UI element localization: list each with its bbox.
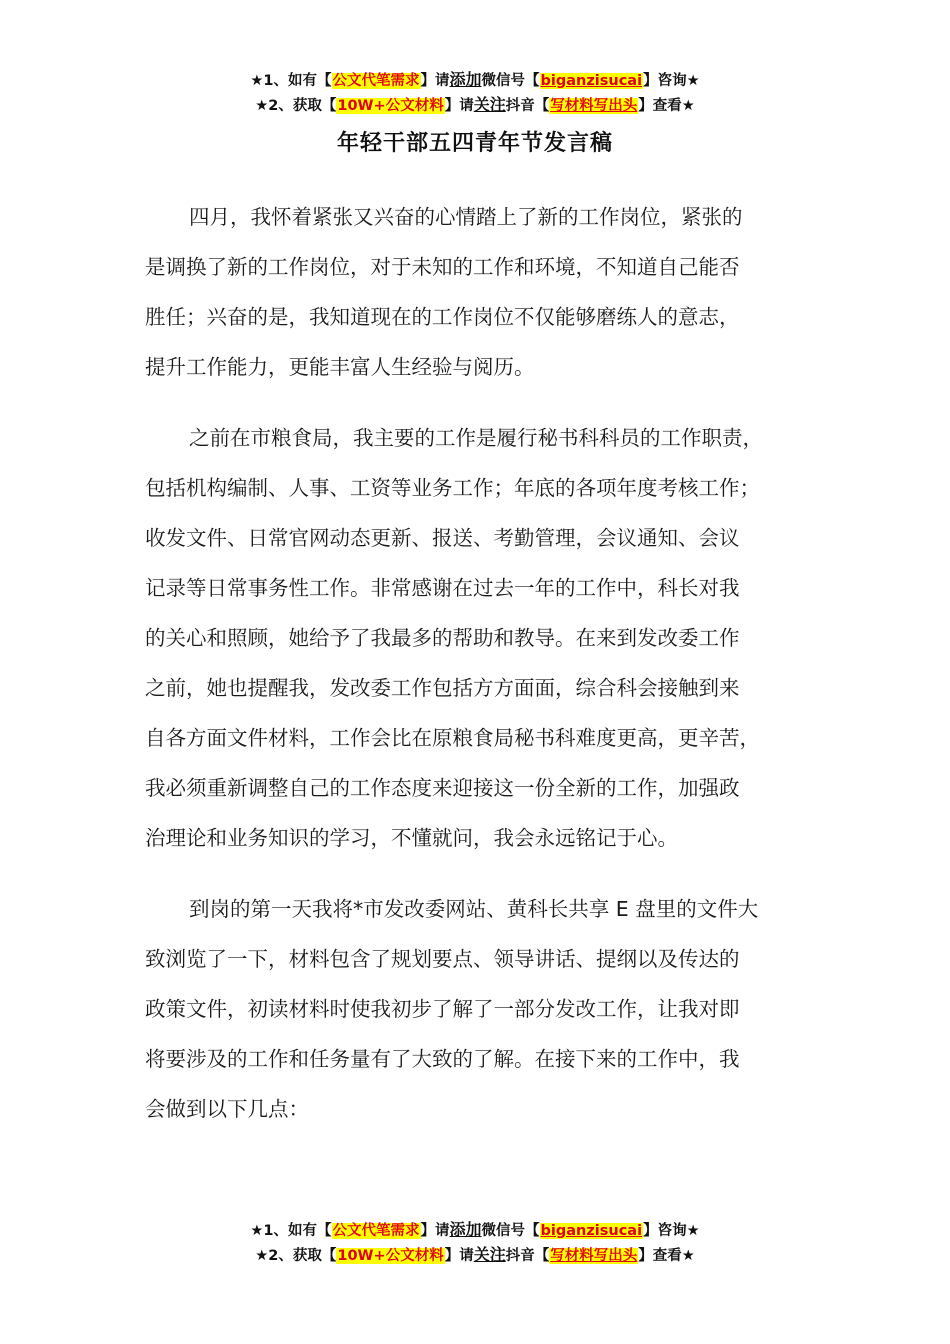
promo-wechat-id: biganzisucai bbox=[540, 1223, 643, 1239]
text-line: 胜任；兴奋的是，我知道现在的工作岗位不仅能够磨练人的意志， bbox=[145, 305, 740, 329]
promo-line-1-prefix: ★1、如有【 bbox=[250, 73, 332, 89]
promo-line-2 bbox=[0, 1243, 950, 1268]
top-promo-banner bbox=[0, 68, 950, 118]
promo-line-2-prefix: ★2、获取【 bbox=[255, 1248, 337, 1264]
text-line: 会做到以下几点： bbox=[145, 1097, 309, 1121]
promo-wechat-id: biganzisucai bbox=[540, 73, 643, 89]
promo-line-2-suffix: 】查看★ bbox=[638, 98, 695, 114]
paragraph-2 bbox=[145, 413, 825, 863]
promo-line-2-suffix: 】查看★ bbox=[638, 1248, 695, 1264]
promo-line-1-mid2: 微信号【 bbox=[481, 1223, 540, 1239]
text-line: 之前，她也提醒我，发改委工作包括方方面面，综合科会接触到来 bbox=[145, 676, 740, 700]
promo-highlight-service: 公文代笔需求 bbox=[332, 73, 420, 89]
text-line: 四月，我怀着紧张又兴奋的心情踏上了新的工作岗位，紧张的 bbox=[189, 205, 743, 229]
text-line: 是调换了新的工作岗位，对于未知的工作和环境，不知道自己能否 bbox=[145, 255, 740, 279]
text-line: 记录等日常事务性工作。非常感谢在过去一年的工作中，科长对我 bbox=[145, 576, 740, 600]
text-line: 之前在市粮食局，我主要的工作是履行秘书科科员的工作职责， bbox=[189, 426, 763, 450]
text-line: 将要涉及的工作和任务量有了大致的了解。在接下来的工作中，我 bbox=[145, 1047, 740, 1071]
promo-line-1-prefix: ★1、如有【 bbox=[250, 1223, 332, 1239]
text-line: 致浏览了一下，材料包含了规划要点、领导讲话、提纲以及传达的 bbox=[145, 947, 740, 971]
paragraph-1 bbox=[145, 192, 825, 392]
text-line: 收发文件、日常官网动态更新、报送、考勤管理，会议通知、会议 bbox=[145, 526, 740, 550]
promo-line-1 bbox=[0, 1218, 950, 1243]
promo-douyin-account: 写材料写出头 bbox=[550, 1248, 638, 1264]
text-line: 到岗的第一天我将*市发改委网站、黄科长共享 E 盘里的文件大 bbox=[189, 897, 759, 921]
promo-highlight-materials: 10W+公文材料 bbox=[337, 98, 444, 114]
promo-line-1-suffix: 】咨询★ bbox=[643, 1223, 700, 1239]
promo-line-2-mid2: 抖音【 bbox=[505, 98, 550, 114]
document-body bbox=[145, 413, 825, 863]
promo-emphasis-follow: 关注 bbox=[473, 95, 506, 114]
promo-line-1 bbox=[0, 68, 950, 93]
text-line: 政策文件，初读材料时使我初步了解了一部分发改工作，让我对即 bbox=[145, 997, 740, 1021]
text-line: 包括机构编制、人事、工资等业务工作；年底的各项年度考核工作； bbox=[145, 476, 760, 500]
text-line: 提升工作能力，更能丰富人生经验与阅历。 bbox=[145, 355, 535, 379]
promo-emphasis-add: 添加 bbox=[449, 70, 482, 89]
promo-highlight-service: 公文代笔需求 bbox=[332, 1223, 420, 1239]
document-body bbox=[145, 884, 825, 1134]
promo-line-1-mid: 】请 bbox=[420, 73, 450, 89]
promo-emphasis-follow: 关注 bbox=[473, 1245, 506, 1264]
promo-highlight-materials: 10W+公文材料 bbox=[337, 1248, 444, 1264]
promo-line-1-suffix: 】咨询★ bbox=[643, 73, 700, 89]
document-body bbox=[145, 192, 825, 392]
promo-douyin-account: 写材料写出头 bbox=[550, 98, 638, 114]
paragraph-3 bbox=[145, 884, 825, 1134]
promo-line-2-mid2: 抖音【 bbox=[505, 1248, 550, 1264]
promo-line-2-mid: 】请 bbox=[444, 1248, 474, 1264]
text-line: 治理论和业务知识的学习，不懂就问，我会永远铭记于心。 bbox=[145, 826, 678, 850]
promo-line-2 bbox=[0, 93, 950, 118]
promo-line-1-mid2: 微信号【 bbox=[481, 73, 540, 89]
promo-line-2-prefix: ★2、获取【 bbox=[255, 98, 337, 114]
document-title: 年轻干部五四青年节发言稿 bbox=[336, 131, 613, 156]
promo-emphasis-add: 添加 bbox=[449, 1220, 482, 1239]
text-line: 的关心和照顾，她给予了我最多的帮助和教导。在来到发改委工作 bbox=[145, 626, 740, 650]
text-line: 我必须重新调整自己的工作态度来迎接这一份全新的工作，加强政 bbox=[145, 776, 740, 800]
promo-line-1-mid: 】请 bbox=[420, 1223, 450, 1239]
promo-line-2-mid: 】请 bbox=[444, 98, 474, 114]
bottom-promo-banner bbox=[0, 1218, 950, 1268]
text-line: 自各方面文件材料，工作会比在原粮食局秘书科难度更高，更辛苦， bbox=[145, 726, 760, 750]
